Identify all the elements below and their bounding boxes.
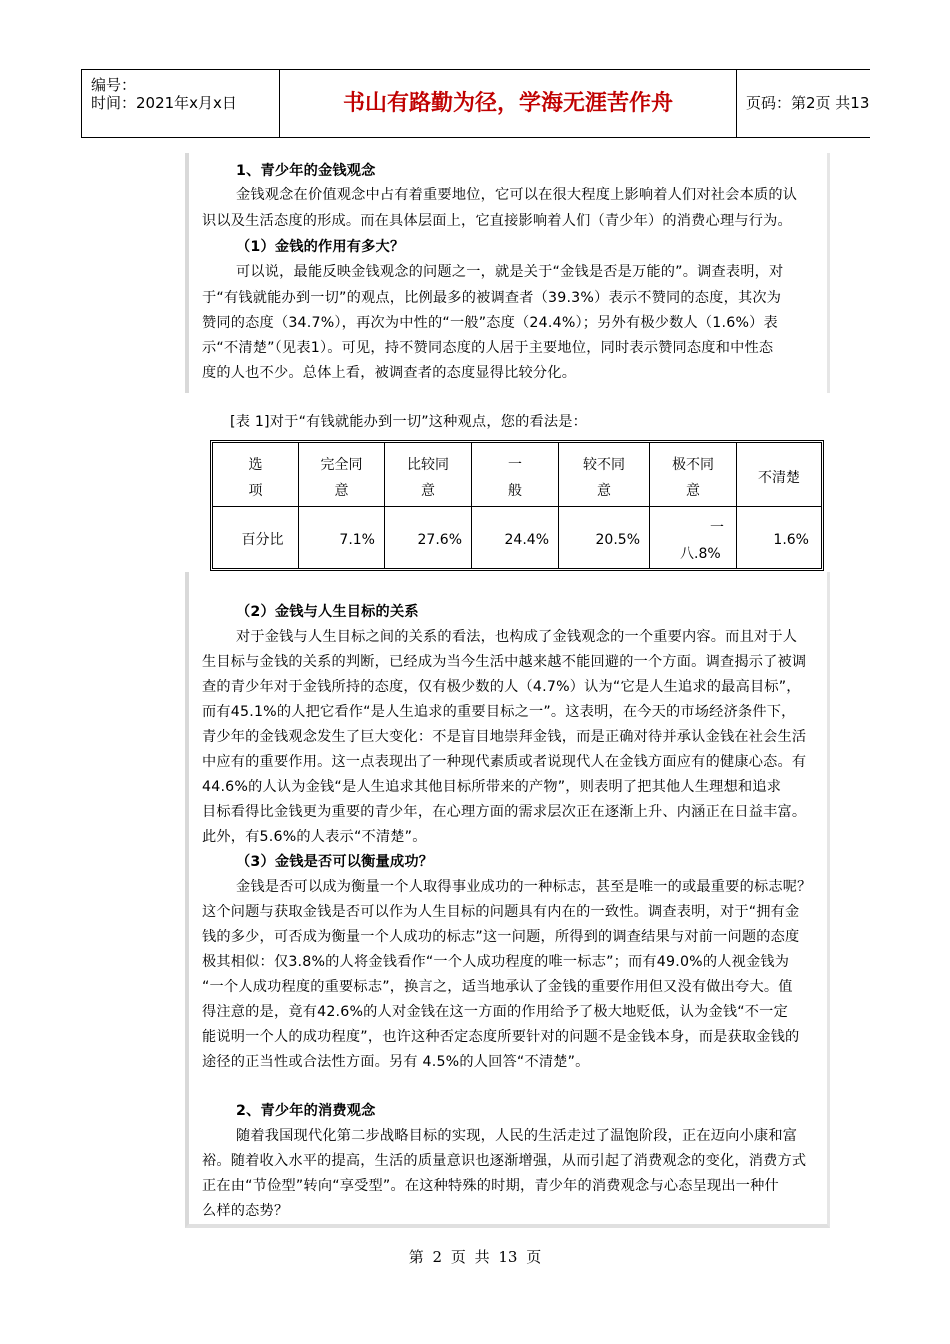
table-cell: 20.5% (595, 532, 640, 548)
paragraph-line: 钱的多少，可否成为衡量一个人成功的标志”这一问题，所得到的调查结果与对前一问题的态度 (202, 929, 800, 945)
paragraph-line: 途径的正当性或合法性方面。另有 4.5%的人回答“不清楚”。 (202, 1054, 590, 1070)
paragraph-line: 44.6%的人认为金钱“是人生追求其他目标所带来的产物”，则表明了把其他人生理想和追求 (202, 779, 782, 795)
paragraph-line: 裕。随着收入水平的提高，生活的质量意识也逐渐增强，从而引起了消费观念的变化，消费方式 (202, 1153, 807, 1169)
header-meta-cell (81, 70, 280, 137)
paragraph-line: 识以及生活态度的形成。而在具体层面上，它直接影响着人们（青少年）的消费心理与行为。 (202, 213, 792, 229)
paragraph-line: 青少年的金钱观念发生了巨大变化：不是盲目地崇拜金钱，而是正确对待并承认金钱在社会生活 (202, 729, 807, 745)
paragraph-line: “一个人成功程度的重要标志”，换言之，适当地承认了金钱的重要作用但又没有做出夸大。值 (202, 979, 793, 995)
paragraph-line: 能说明一个人的成功程度”，也许这种否定态度所要针对的问题不是金钱本身，而是获取金钱的 (202, 1029, 800, 1045)
paragraph-line: 么样的态势？ (202, 1203, 289, 1219)
table-row-label: 百分比 (241, 532, 284, 548)
paragraph-line: 生目标与金钱的关系的判断，已经成为当今生活中越来越不能回避的一个方面。调查揭示了被调 (202, 654, 807, 670)
sub2-heading: （2）金钱与人生目标的关系 (236, 604, 419, 620)
table-cell: 7.1% (339, 532, 375, 548)
sub3-heading: （3）金钱是否可以衡量成功？ (236, 854, 434, 870)
table-cell: 24.4% (504, 532, 549, 548)
section1-heading: 1、青少年的金钱观念 (236, 163, 376, 179)
table-cell: 一 八.8% (680, 520, 724, 562)
page-footer: 第 2 页 共 13 页 (408, 1248, 542, 1266)
paragraph-line: 中应有的重要作用。这一点表现出了一种现代素质或者说现代人在金钱方面应有的健康心态。有 (202, 754, 807, 770)
table-header-cell: 极不同 意 (672, 457, 714, 499)
paragraph-line: 示“不清楚”（见表1）。可见，持不赞同态度的人居于主要地位，同时表示赞同态度和中性态 (202, 340, 774, 356)
table-caption: [表 1]对于“有钱就能办到一切”这种观点，您的看法是： (230, 414, 588, 430)
paragraph-line: 赞同的态度（34.7%），再次为中性的“一般”态度（24.4%）；另外有极少数人（1.6%）表 (202, 315, 778, 331)
paragraph-line: 金钱观念在价值观念中占有着重要地位，它可以在很大程度上影响着人们对社会本质的认 (236, 187, 798, 203)
number-label: 编号： (91, 76, 137, 94)
header-page-info: 页码：第2页 共13 (746, 94, 870, 112)
table-header-cell: 较不同 意 (583, 457, 625, 499)
opinion-table (210, 440, 824, 571)
paragraph-line: 得注意的是，竟有42.6%的人对金钱在这一方面的作用给予了极大地贬低，认为金钱“不一定 (202, 1004, 788, 1020)
table-cell: 1.6% (773, 532, 809, 548)
table-header-cell: 不清楚 (758, 470, 800, 486)
paragraph-line: 随着我国现代化第二步战略目标的实现，人民的生活走过了温饱阶段，正在迈向小康和富 (236, 1128, 798, 1144)
table-header-cell: 一 般 (508, 457, 522, 499)
paragraph-line: 于“有钱就能办到一切”的观点，比例最多的被调查者（39.3%）表示不赞同的态度，其次为 (202, 290, 782, 306)
page-header (81, 69, 870, 138)
paragraph-line: 金钱是否可以成为衡量一个人取得事业成功的一种标志，甚至是唯一的或最重要的标志呢？ (236, 879, 812, 895)
paragraph-line: 而有45.1%的人把它看作“是人生追求的重要目标之一”。这表明，在今天的市场经济条件下， (202, 704, 796, 720)
table-header-cell: 选 项 (248, 457, 263, 499)
paragraph-line: 对于金钱与人生目标之间的关系的看法，也构成了金钱观念的一个重要内容。而且对于人 (236, 629, 798, 645)
time-label: 时间：2021年x月x日 (91, 94, 237, 112)
paragraph-line: 极其相似：仅3.8%的人将金钱看作“一个人成功程度的唯一标志”；而有49.0%的人视金钱为 (202, 954, 790, 970)
table-header-cell: 完全同 意 (320, 457, 363, 499)
header-motto: 书山有路勤为径，学海无涯苦作舟 (280, 70, 737, 137)
paragraph-line: 度的人也不少。总体上看，被调查者的态度显得比较分化。 (202, 365, 577, 381)
paragraph-line: 此外，有5.6%的人表示“不清楚”。 (202, 829, 427, 845)
paragraph-line: 这个问题与获取金钱是否可以作为人生目标的问题具有内在的一致性。调查表明，对于“拥有金 (202, 904, 800, 920)
sub1-heading: （1）金钱的作用有多大？ (236, 239, 405, 255)
table-cell: 27.6% (417, 532, 462, 548)
table-header-cell: 比较同 意 (407, 457, 449, 499)
paragraph-line: 正在由“节俭型”转向“享受型”。在这种特殊的时期，青少年的消费观念与心态呈现出一种什 (202, 1178, 779, 1194)
paragraph-line: 查的青少年对于金钱所持的态度，仅有极少数的人（4.7%）认为“它是人生追求的最高目标”， (202, 679, 801, 695)
section2-heading: 2、青少年的消费观念 (236, 1103, 376, 1119)
paragraph-line: 可以说，最能反映金钱观念的问题之一，就是关于“金钱是否是万能的”。调查表明，对 (236, 264, 784, 280)
paragraph-line: 目标看得比金钱更为重要的青少年，在心理方面的需求层次正在逐渐上升、内涵正在日益丰富。 (202, 804, 807, 820)
